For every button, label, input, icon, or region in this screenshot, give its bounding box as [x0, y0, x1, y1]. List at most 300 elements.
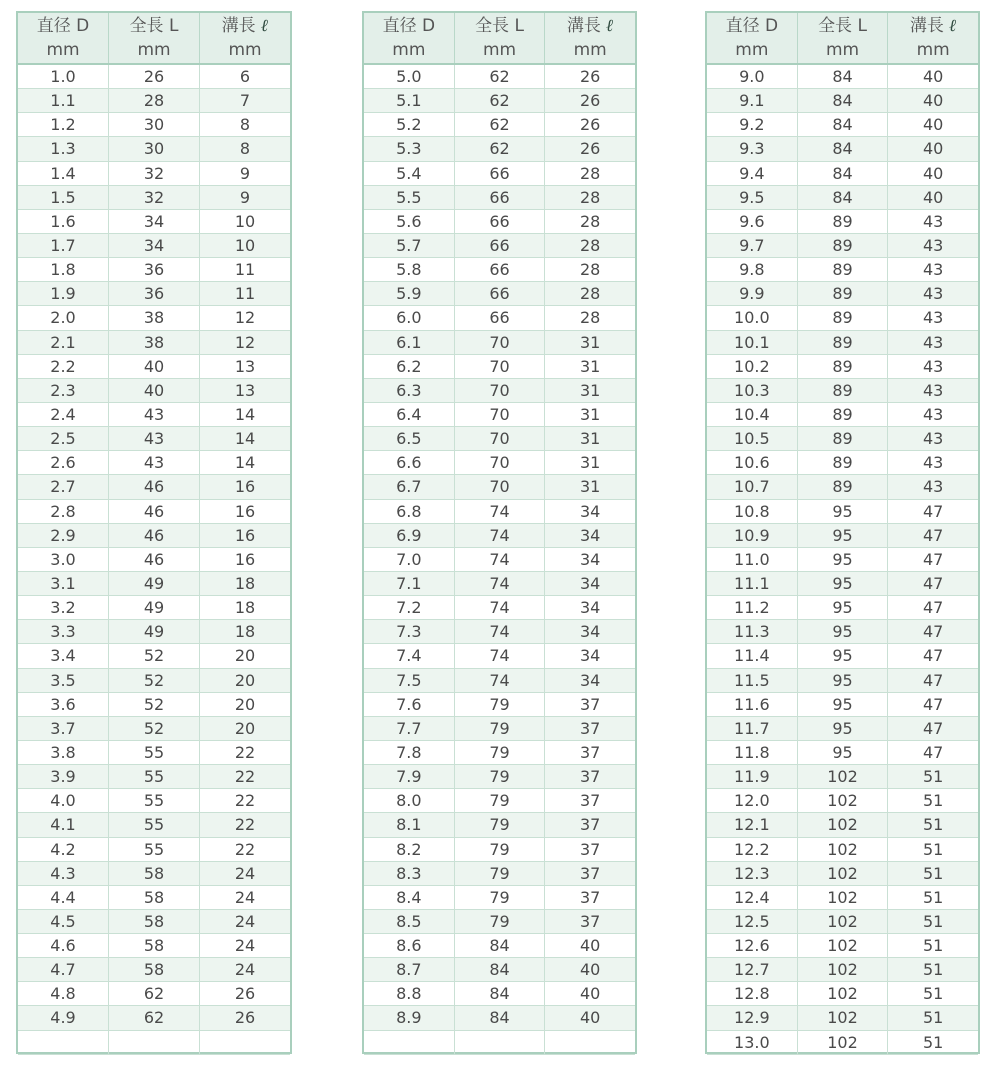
cell-diameter: 7.4: [364, 644, 455, 667]
cell-flute-length: 43: [923, 477, 944, 497]
table-row: [364, 982, 635, 1006]
table-row: [707, 475, 978, 499]
cell-diameter: 10.4: [707, 403, 798, 426]
cell-flute-length: 43: [923, 429, 944, 449]
cell-total-length: 84: [798, 65, 889, 88]
cell-total-length: 32: [109, 186, 200, 209]
cell-total-length: 70: [455, 379, 546, 402]
cell-flute-length: 51: [923, 1032, 944, 1052]
cell-flute-length: 37: [580, 694, 601, 714]
cell-diameter: 6.2: [364, 355, 455, 378]
cell-total-length: 46: [109, 500, 200, 523]
table-row: [18, 789, 290, 813]
cell-flute-length: 24: [234, 936, 256, 956]
table-row: [707, 958, 978, 982]
cell-total-length: 66: [455, 186, 546, 209]
cell-diameter: 3.0: [18, 548, 109, 571]
cell-flute-length: 43: [923, 260, 944, 280]
cell-total-length: 55: [109, 813, 200, 836]
table-row: [707, 765, 978, 789]
cell-flute-length: 51: [923, 936, 944, 956]
cell-total-length: 43: [109, 427, 200, 450]
cell-flute-length: 24: [234, 911, 256, 931]
cell-diameter: 9.5: [707, 186, 798, 209]
cell-flute-length: 10: [234, 235, 256, 255]
cell-flute-length: 20: [234, 718, 256, 738]
cell-total-length: 28: [109, 89, 200, 112]
table-row: [707, 1031, 978, 1055]
cell-total-length: 79: [455, 910, 546, 933]
header-total-length: 全長 L mm: [109, 13, 200, 63]
table-row: [18, 210, 290, 234]
table-row: [18, 572, 290, 596]
header-diameter: 直径 D mm: [364, 13, 455, 63]
cell-flute-length: 47: [923, 646, 944, 666]
table-row: [18, 813, 290, 837]
cell-total-length: 66: [455, 210, 546, 233]
cell-diameter: 12.6: [707, 934, 798, 957]
table-row: [364, 306, 635, 330]
cell-total-length: 38: [109, 306, 200, 329]
table-row: [364, 958, 635, 982]
cell-total-length: 38: [109, 331, 200, 354]
cell-flute-length: 31: [580, 404, 601, 424]
cell-diameter: 5.0: [364, 65, 455, 88]
cell-flute-length: 14: [234, 404, 256, 424]
table-row: [18, 282, 290, 306]
cell-total-length: 95: [798, 596, 889, 619]
cell-diameter: 1.2: [18, 113, 109, 136]
table-row: [364, 813, 635, 837]
cell-diameter: 3.4: [18, 644, 109, 667]
cell-flute-length: 51: [923, 984, 944, 1004]
cell-flute-length: 43: [923, 284, 944, 304]
cell-flute-length: 24: [234, 863, 256, 883]
cell-total-length: 62: [455, 137, 546, 160]
cell-diameter: 2.3: [18, 379, 109, 402]
table-row: [364, 1006, 635, 1030]
cell-total-length: 79: [455, 886, 546, 909]
cell-total-length: 79: [455, 813, 546, 836]
cell-diameter: 12.2: [707, 838, 798, 861]
cell-diameter: 8.1: [364, 813, 455, 836]
table-row: [18, 475, 290, 499]
cell-diameter: 12.0: [707, 789, 798, 812]
table-row: [364, 137, 635, 161]
table-row: [18, 838, 290, 862]
cell-total-length: 36: [109, 282, 200, 305]
cell-total-length: 70: [455, 355, 546, 378]
cell-total-length: 74: [455, 572, 546, 595]
cell-total-length: 102: [798, 862, 889, 885]
cell-total-length: 74: [455, 500, 546, 523]
cell-flute-length: 26: [580, 139, 601, 159]
table-row: [364, 717, 635, 741]
cell-diameter: 8.0: [364, 789, 455, 812]
table-row: [18, 113, 290, 137]
cell-total-length: 102: [798, 838, 889, 861]
table-body: [364, 65, 635, 1055]
cell-flute-length: 31: [580, 356, 601, 376]
cell-total-length: 74: [455, 669, 546, 692]
cell-diameter: 1.9: [18, 282, 109, 305]
cell-total-length: 102: [798, 789, 889, 812]
cell-flute-length: 40: [580, 1008, 601, 1028]
cell-flute-length: 31: [580, 429, 601, 449]
cell-diameter: 4.3: [18, 862, 109, 885]
cell-total-length: 84: [798, 137, 889, 160]
cell-flute-length: 40: [923, 115, 944, 135]
cell-flute-length: 26: [580, 91, 601, 111]
cell-total-length: 89: [798, 475, 889, 498]
cell-flute-length: 28: [580, 211, 601, 231]
cell-diameter: 1.8: [18, 258, 109, 281]
cell-total-length: 74: [455, 620, 546, 643]
table-row: [707, 886, 978, 910]
table-row: [364, 427, 635, 451]
drill-size-table-2: [362, 11, 637, 1054]
cell-flute-length: 18: [234, 598, 256, 618]
cell-flute-length: 51: [923, 863, 944, 883]
cell-flute-length: 18: [234, 622, 256, 642]
table-row: [364, 789, 635, 813]
cell-flute-length: 31: [580, 453, 601, 473]
cell-diameter: 11.4: [707, 644, 798, 667]
cell-diameter: 5.6: [364, 210, 455, 233]
cell-flute-length: 37: [580, 815, 601, 835]
cell-total-length: 62: [109, 982, 200, 1005]
table-row: [707, 379, 978, 403]
table-row: [707, 451, 978, 475]
cell-total-length: 79: [455, 717, 546, 740]
cell-flute-length: 16: [234, 501, 256, 521]
cell-diameter: 2.7: [18, 475, 109, 498]
table-row: [18, 620, 290, 644]
cell-flute-length: 14: [234, 429, 256, 449]
cell-total-length: 46: [109, 475, 200, 498]
table-row: [18, 1006, 290, 1030]
cell-flute-length: 26: [234, 984, 256, 1004]
cell-flute-length: 40: [580, 936, 601, 956]
table-header: [707, 13, 978, 65]
cell-diameter: 10.9: [707, 524, 798, 547]
cell-diameter: 1.0: [18, 65, 109, 88]
cell-total-length: 95: [798, 548, 889, 571]
cell-flute-length: 9: [239, 163, 251, 183]
cell-diameter: 11.0: [707, 548, 798, 571]
cell-flute-length: 28: [580, 308, 601, 328]
cell-total-length: 95: [798, 693, 889, 716]
table-row: [18, 596, 290, 620]
cell-total-length: 84: [455, 934, 546, 957]
cell-diameter: 7.9: [364, 765, 455, 788]
cell-diameter: 6.3: [364, 379, 455, 402]
cell-diameter: 12.5: [707, 910, 798, 933]
cell-diameter: 9.4: [707, 162, 798, 185]
table-row: [18, 717, 290, 741]
cell-total-length: 84: [798, 89, 889, 112]
cell-total-length: 66: [455, 234, 546, 257]
cell-flute-length: 14: [234, 453, 256, 473]
cell-total-length: 102: [798, 765, 889, 788]
cell-total-length: 84: [798, 186, 889, 209]
table-row: [18, 644, 290, 668]
cell-flute-length: 47: [923, 501, 944, 521]
cell-flute-length: 22: [234, 839, 256, 859]
cell-flute-length: 40: [923, 67, 944, 86]
cell-flute-length: 12: [234, 332, 256, 352]
cell-flute-length: 22: [234, 767, 256, 787]
cell-diameter: 3.5: [18, 669, 109, 692]
cell-flute-length: 31: [580, 477, 601, 497]
cell-flute-length: 34: [580, 646, 601, 666]
cell-total-length: 30: [109, 113, 200, 136]
table-row: [364, 765, 635, 789]
cell-total-length: 74: [455, 596, 546, 619]
table-row: [364, 234, 635, 258]
cell-flute-length: 37: [580, 767, 601, 787]
table-row: [707, 89, 978, 113]
table-row: [18, 162, 290, 186]
cell-diameter: 7.6: [364, 693, 455, 716]
cell-total-length: 62: [455, 65, 546, 88]
cell-flute-length: 47: [923, 598, 944, 618]
cell-diameter: 11.6: [707, 693, 798, 716]
cell-diameter: 12.8: [707, 982, 798, 1005]
cell-diameter: 12.9: [707, 1006, 798, 1029]
cell-diameter: 3.2: [18, 596, 109, 619]
cell-diameter: 5.5: [364, 186, 455, 209]
cell-total-length: 89: [798, 355, 889, 378]
cell-flute-length: 47: [923, 549, 944, 569]
cell-flute-length: 10: [234, 211, 256, 231]
cell-total-length: 66: [455, 162, 546, 185]
cell-flute-length: 47: [923, 573, 944, 593]
table-row: [364, 89, 635, 113]
cell-diameter: 6.0: [364, 306, 455, 329]
table-row: [18, 65, 290, 89]
cell-flute-length: 40: [923, 187, 944, 207]
table-row: [18, 427, 290, 451]
cell-diameter: 7.3: [364, 620, 455, 643]
cell-diameter: 3.3: [18, 620, 109, 643]
cell-diameter: 1.1: [18, 89, 109, 112]
cell-total-length: 55: [109, 838, 200, 861]
cell-diameter: 10.6: [707, 451, 798, 474]
header-total-length: 全長 L mm: [455, 13, 546, 63]
table-row: [707, 306, 978, 330]
cell-total-length: 89: [798, 451, 889, 474]
table-row: [364, 65, 635, 89]
cell-diameter: 7.8: [364, 741, 455, 764]
table-row: [707, 1006, 978, 1030]
cell-flute-length: 51: [923, 1008, 944, 1028]
cell-total-length: 52: [109, 644, 200, 667]
cell-diameter: 11.5: [707, 669, 798, 692]
cell-diameter: 11.8: [707, 741, 798, 764]
cell-total-length: 58: [109, 862, 200, 885]
cell-diameter: 5.9: [364, 282, 455, 305]
cell-flute-length: 51: [923, 815, 944, 835]
cell-total-length: 102: [798, 958, 889, 981]
table-row: [707, 669, 978, 693]
table-row: [18, 306, 290, 330]
cell-flute-length: 47: [923, 525, 944, 545]
cell-total-length: 89: [798, 331, 889, 354]
table-row: [364, 596, 635, 620]
table-row: [18, 934, 290, 958]
cell-total-length: 62: [109, 1006, 200, 1029]
cell-diameter: 4.5: [18, 910, 109, 933]
table-row: [18, 331, 290, 355]
cell-diameter: 12.4: [707, 886, 798, 909]
cell-total-length: 70: [455, 427, 546, 450]
table-row: [707, 162, 978, 186]
cell-flute-length: 43: [923, 308, 944, 328]
cell-total-length: 70: [455, 403, 546, 426]
cell-diameter: 10.1: [707, 331, 798, 354]
cell-flute-length: 37: [580, 742, 601, 762]
cell-total-length: 58: [109, 958, 200, 981]
cell-diameter: 2.6: [18, 451, 109, 474]
table-row: [707, 234, 978, 258]
cell-diameter: 1.6: [18, 210, 109, 233]
cell-diameter: 2.2: [18, 355, 109, 378]
cell-diameter: 11.9: [707, 765, 798, 788]
cell-total-length: 102: [798, 886, 889, 909]
cell-flute-length: 47: [923, 622, 944, 642]
table-row: [364, 113, 635, 137]
cell-flute-length: 34: [580, 598, 601, 618]
table-row: [707, 186, 978, 210]
cell-total-length: 34: [109, 210, 200, 233]
cell-diameter: 5.7: [364, 234, 455, 257]
table-row: [707, 982, 978, 1006]
cell-diameter: 11.7: [707, 717, 798, 740]
cell-flute-length: 34: [580, 573, 601, 593]
cell-flute-length: 43: [923, 332, 944, 352]
table-row: [364, 210, 635, 234]
header-diameter: 直径 D mm: [18, 13, 109, 63]
cell-flute-length: 28: [580, 284, 601, 304]
cell-diameter: 9.2: [707, 113, 798, 136]
cell-total-length: 95: [798, 500, 889, 523]
cell-total-length: 58: [109, 886, 200, 909]
cell-diameter: 2.9: [18, 524, 109, 547]
cell-total-length: 40: [109, 379, 200, 402]
cell-diameter: 4.9: [18, 1006, 109, 1029]
table-row: [364, 741, 635, 765]
cell-flute-length: 37: [580, 863, 601, 883]
cell-total-length: 46: [109, 524, 200, 547]
cell-total-length: 74: [455, 524, 546, 547]
table-row: [18, 89, 290, 113]
table-row: [707, 572, 978, 596]
cell-total-length: 102: [798, 910, 889, 933]
cell-diameter: 11.1: [707, 572, 798, 595]
cell-total-length: 84: [455, 982, 546, 1005]
table-row: [364, 475, 635, 499]
cell-flute-length: 28: [580, 260, 601, 280]
cell-total-length: 89: [798, 427, 889, 450]
cell-diameter: 6.9: [364, 524, 455, 547]
table-header: [18, 13, 290, 65]
cell-flute-length: [545, 1031, 635, 1054]
table-row: [364, 282, 635, 306]
cell-total-length: 43: [109, 403, 200, 426]
cell-total-length: 70: [455, 451, 546, 474]
cell-total-length: 58: [109, 910, 200, 933]
cell-diameter: 10.0: [707, 306, 798, 329]
cell-flute-length: 40: [580, 960, 601, 980]
cell-total-length: 95: [798, 717, 889, 740]
cell-flute-length: 47: [923, 742, 944, 762]
table-row: [707, 258, 978, 282]
cell-total-length: 95: [798, 620, 889, 643]
table-row: [364, 186, 635, 210]
cell-diameter: 8.3: [364, 862, 455, 885]
table-row: [707, 838, 978, 862]
header-diameter: 直径 D mm: [707, 13, 798, 63]
cell-total-length: 55: [109, 789, 200, 812]
cell-flute-length: 6: [239, 67, 251, 86]
cell-flute-length: 37: [580, 911, 601, 931]
cell-flute-length: 37: [580, 839, 601, 859]
table-row: [18, 451, 290, 475]
cell-total-length: 84: [798, 113, 889, 136]
cell-total-length: [455, 1031, 546, 1054]
cell-total-length: 32: [109, 162, 200, 185]
cell-diameter: 11.2: [707, 596, 798, 619]
table-row: [707, 934, 978, 958]
cell-flute-length: 31: [580, 380, 601, 400]
cell-total-length: 46: [109, 548, 200, 571]
cell-total-length: 79: [455, 741, 546, 764]
cell-diameter: 8.7: [364, 958, 455, 981]
cell-flute-length: 43: [923, 211, 944, 231]
cell-diameter: 7.2: [364, 596, 455, 619]
cell-flute-length: 24: [234, 960, 256, 980]
table-row: [18, 500, 290, 524]
cell-flute-length: 26: [234, 1008, 256, 1028]
cell-total-length: 102: [798, 934, 889, 957]
table-body: [707, 65, 978, 1055]
cell-total-length: 55: [109, 741, 200, 764]
table-row: [18, 355, 290, 379]
table-row: [364, 934, 635, 958]
cell-flute-length: 34: [580, 501, 601, 521]
cell-total-length: 79: [455, 765, 546, 788]
table-row: [18, 669, 290, 693]
cell-flute-length: 26: [580, 115, 601, 135]
cell-total-length: 89: [798, 379, 889, 402]
table-row: [364, 693, 635, 717]
table-row: [707, 620, 978, 644]
cell-diameter: 12.7: [707, 958, 798, 981]
cell-total-length: 89: [798, 258, 889, 281]
table-row: [18, 137, 290, 161]
table-row: [18, 982, 290, 1006]
cell-diameter: 6.6: [364, 451, 455, 474]
cell-total-length: 84: [455, 1006, 546, 1029]
cell-diameter: 11.3: [707, 620, 798, 643]
table-row: [364, 451, 635, 475]
cell-total-length: 30: [109, 137, 200, 160]
table-row: [707, 548, 978, 572]
cell-total-length: 89: [798, 210, 889, 233]
table-row: [18, 548, 290, 572]
cell-total-length: 52: [109, 693, 200, 716]
